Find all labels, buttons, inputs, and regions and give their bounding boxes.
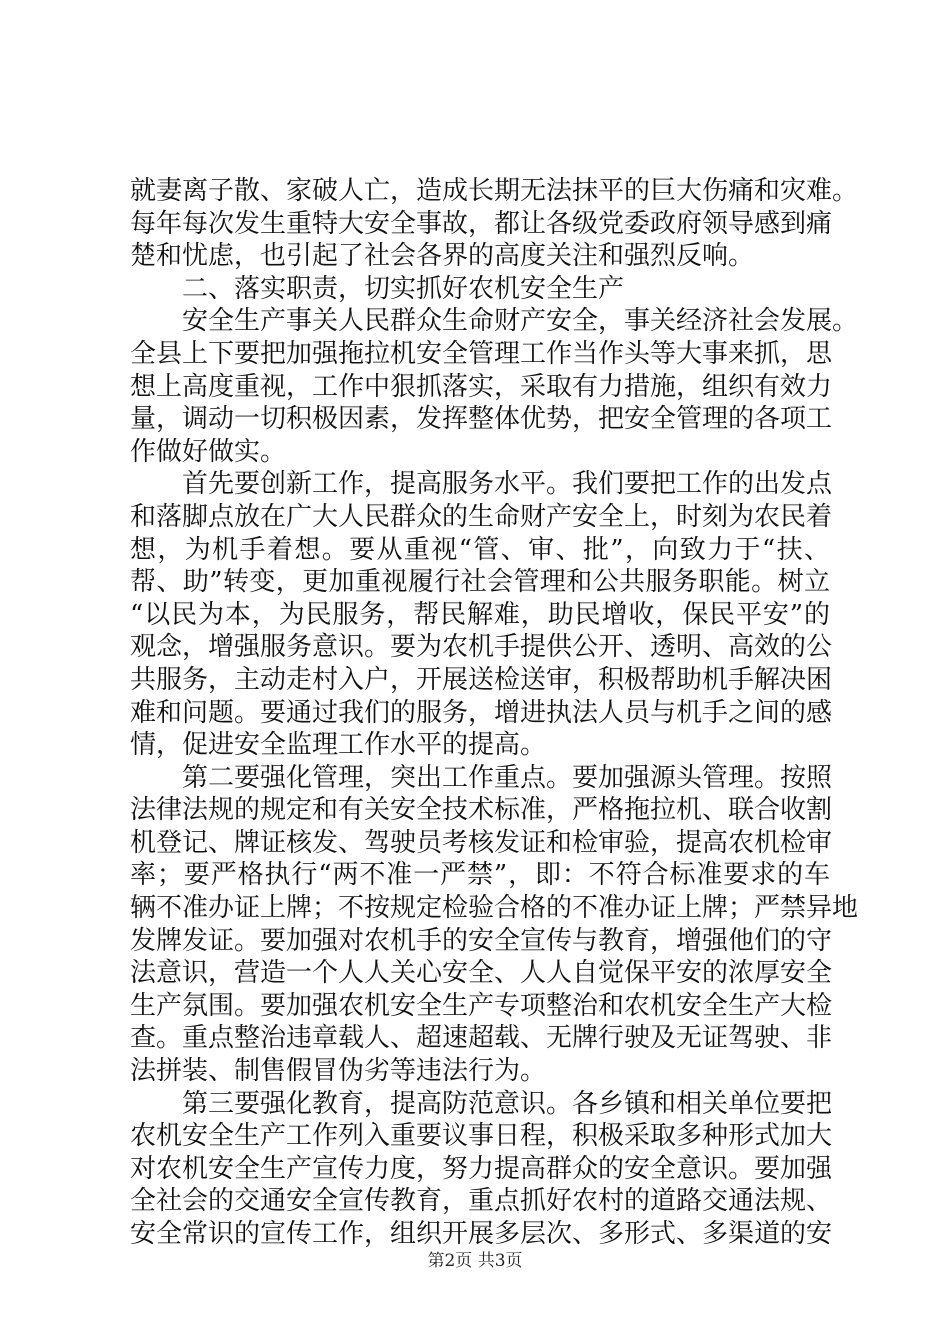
text-line: “以民为本，为民服务，帮民解难，助民增收，保民平安”的 [130, 599, 830, 630]
text-line: 每年每次发生重特大安全事故，都让各级党委政府领导感到痛 [130, 208, 833, 239]
text-line: 法律法规的规定和有关安全技术标准，严格拖拉机、联合收割 [130, 795, 833, 826]
text-line: 农机安全生产工作列入重要议事日程，积极采取多种形式加大 [130, 1121, 833, 1152]
text-line: 楚和忧虑，也引起了社会各界的高度关注和强烈反响。 [130, 241, 755, 272]
text-line: 发牌发证。要加强对农机手的安全宣传与教育，增强他们的守 [130, 925, 833, 956]
text-line: 第三要强化教育，提高防范意识。各乡镇和相关单位要把 [182, 1088, 833, 1119]
text-line: 辆不准办证上牌；不按规定检验合格的不准办证上牌；严禁异地 [130, 893, 859, 924]
text-line: 二、落实职责，切实抓好农机安全生产 [182, 273, 625, 304]
text-line: 首先要创新工作，提高服务水平。我们要把工作的出发点 [182, 469, 833, 500]
text-line: 想上高度重视，工作中狠抓落实，采取有力措施，组织有效力 [130, 371, 833, 402]
text-line: 情，促进安全监理工作水平的提高。 [130, 730, 547, 761]
text-line: 对农机安全生产宣传力度，努力提高群众的安全意识。要加强 [130, 1153, 833, 1184]
text-line: 想，为机手着想。要从重视“管、审、批”，向致力于“扶、 [130, 534, 830, 565]
text-line: 观念，增强服务意识。要为农机手提供公开、透明、高效的公 [130, 632, 833, 663]
text-line: 查。重点整治违章载人、超速超载、无牌行驶及无证驾驶、非 [130, 1023, 833, 1054]
document-body [130, 175, 859, 1251]
text-line: 全社会的交通安全宣传教育，重点抓好农村的道路交通法规、 [130, 1186, 833, 1217]
page-footer: 第2页 共3页 [427, 1251, 523, 1271]
text-line: 法拼装、制售假冒伪劣等违法行为。 [130, 1056, 547, 1087]
text-line: 全县上下要把加强拖拉机安全管理工作当作头等大事来抓，思 [130, 338, 833, 369]
text-line: 生产氛围。要加强农机安全生产专项整治和农机安全生产大检 [130, 990, 833, 1021]
text-line: 和落脚点放在广大人民群众的生命财产安全上，时刻为农民着 [130, 501, 833, 532]
text-line: 率；要严格执行“两不准一严禁”，即：不符合标准要求的车 [130, 860, 830, 891]
text-line: 难和问题。要通过我们的服务，增进执法人员与机手之间的感 [130, 697, 833, 728]
text-line: 就妻离子散、家破人亡，造成长期无法抹平的巨大伤痛和灾难。 [130, 176, 859, 206]
text-line: 安全生产事关人民群众生命财产安全，事关经济社会发展。 [182, 306, 859, 337]
text-line: 作做好做实。 [130, 436, 287, 467]
text-line: 安全常识的宣传工作，组织开展多层次、多形式、多渠道的安 [130, 1219, 833, 1249]
text-line: 第二要强化管理，突出工作重点。要加强源头管理。按照 [182, 762, 833, 793]
text-line: 机登记、牌证核发、驾驶员考核发证和检审验，提高农机检审 [130, 827, 833, 858]
text-line: 共服务，主动走村入户，开展送检送审，积极帮助机手解决困 [130, 664, 833, 695]
text-line: 帮、助”转变，更加重视履行社会管理和公共服务职能。树立 [130, 567, 830, 598]
text-line: 量，调动一切积极因素，发挥整体优势，把安全管理的各项工 [130, 404, 833, 435]
text-line: 法意识，营造一个人人关心安全、人人自觉保平安的浓厚安全 [130, 958, 833, 989]
